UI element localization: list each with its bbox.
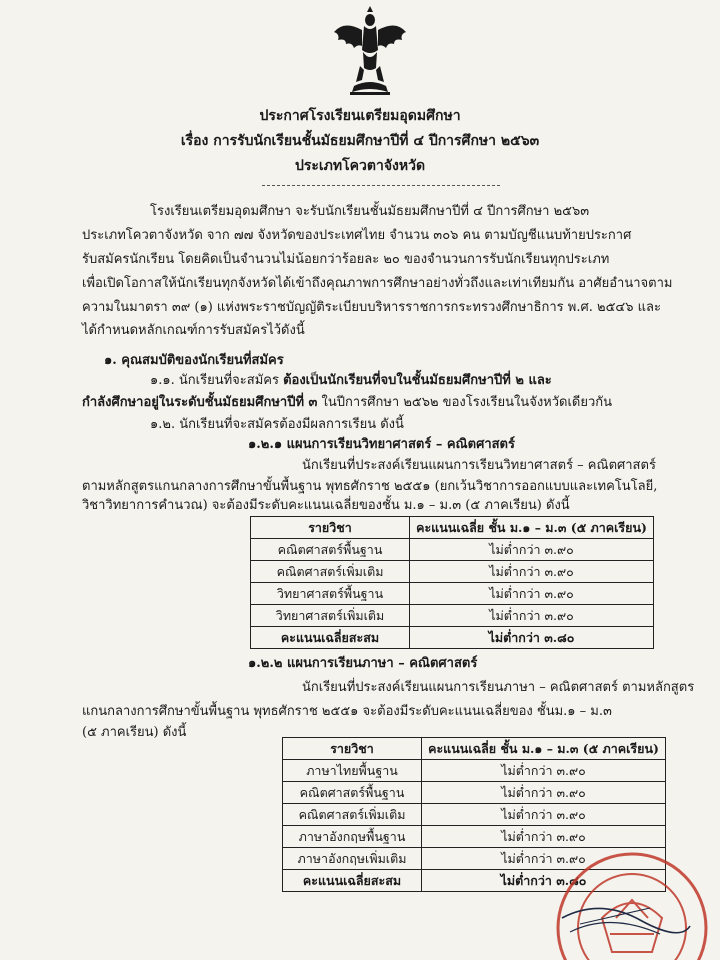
score-cell: ไม่ต่ำกว่า ๓.๙๐ [422, 782, 666, 804]
column-header-score: คะแนนเฉลี่ย ชั้น ม.๑ – ม.๓ (๕ ภาคเรียน) [422, 738, 666, 760]
table-total-row [251, 627, 654, 649]
plan-2-title: ๑.๒.๒ แผนการเรียนภาษา – คณิตศาสตร์ [248, 656, 478, 671]
score-cell: ไม่ต่ำกว่า ๓.๙๐ [410, 605, 654, 627]
total-subject-cell: คะแนนเฉลี่ยสะสม [283, 870, 422, 892]
subject-cell: ภาษาไทยพื้นฐาน [283, 760, 422, 782]
plan-1-desc: วิชาวิทยาการคำนวณ) จะต้องมีระดับคะแนนเฉลี่ยของชั้น ม.๑ – ม.๓ (๕ ภาคเรียน) ดังนี้ [82, 498, 570, 513]
score-cell: ไม่ต่ำกว่า ๓.๙๐ [410, 583, 654, 605]
score-cell: ไม่ต่ำกว่า ๓.๙๐ [410, 539, 654, 561]
table-row [251, 605, 654, 627]
plan-1-desc: ตามหลักสูตรแกนกลางการศึกษาขั้นพื้นฐาน พุทธศักราช ๒๕๕๑ (ยกเว้นวิชาการออกแบบและเทคโนโลยี, [82, 479, 658, 494]
plan-2-desc: นักเรียนที่ประสงค์เรียนแผนการเรียนภาษา – คณิตศาสตร์ ตามหลักสูตร [302, 680, 695, 695]
table-row [283, 782, 666, 804]
intro-line: ประเภทโควตาจังหวัด จาก ๗๗ จังหวัดของประเทศไทย จำนวน ๓๐๖ คน ตามบัญชีแนบท้ายประกาศ [82, 228, 632, 243]
section-1-title: ๑. คุณสมบัติของนักเรียนที่สมัคร [104, 353, 284, 368]
total-score-cell: ไม่ต่ำกว่า ๓.๘๐ [410, 627, 654, 649]
score-cell: ไม่ต่ำกว่า ๓.๙๐ [422, 826, 666, 848]
column-header-subject: รายวิชา [251, 517, 410, 539]
table-row [283, 804, 666, 826]
subject-cell: คณิตศาสตร์พื้นฐาน [283, 782, 422, 804]
item-1-1-bold: ต้องเป็นนักเรียนที่จบในชั้นมัธยมศึกษาปีที่ ๒ และ [283, 373, 552, 388]
item-1-1-line2-bold: กำลังศึกษาอยู่ในระดับชั้นมัธยมศึกษาปีที่ ๓ [82, 395, 318, 410]
total-subject-cell: คะแนนเฉลี่ยสะสม [251, 627, 410, 649]
intro-line: โรงเรียนเตรียมอุดมศึกษา จะรับนักเรียนชั้นมัธยมศึกษาปีที่ ๔ ปีการศึกษา ๒๕๖๓ [150, 204, 590, 219]
plan-2-desc: (๕ ภาคเรียน) ดังนี้ [82, 725, 187, 740]
score-cell: ไม่ต่ำกว่า ๓.๙๐ [422, 760, 666, 782]
item-1-1-line2-rest: ในปีการศึกษา ๒๕๖๒ ของโรงเรียนในจังหวัดเดียวกัน [317, 395, 613, 410]
table-row [251, 539, 654, 561]
plan-1-desc: นักเรียนที่ประสงค์เรียนแผนการเรียนวิทยาศาสตร์ – คณิตศาสตร์ [302, 458, 656, 473]
subject-cell: ภาษาอังกฤษพื้นฐาน [283, 826, 422, 848]
announcement-subject: เรื่อง การรับนักเรียนชั้นมัธยมศึกษาปีที่ ๔ ปีการศึกษา ๒๕๖๓ [180, 133, 540, 149]
subject-cell: ภาษาอังกฤษเพิ่มเติม [283, 848, 422, 870]
announcement-category: ประเภทโควตาจังหวัด [294, 158, 426, 174]
subject-cell: คณิตศาสตร์พื้นฐาน [251, 539, 410, 561]
subject-cell: วิทยาศาสตร์พื้นฐาน [251, 583, 410, 605]
column-header-subject: รายวิชา [283, 738, 422, 760]
table-header-row [283, 738, 666, 760]
column-header-score: คะแนนเฉลี่ย ชั้น ม.๑ – ม.๓ (๕ ภาคเรียน) [410, 517, 654, 539]
table-row [283, 826, 666, 848]
subject-cell: คณิตศาสตร์เพิ่มเติม [251, 561, 410, 583]
intro-line: ความในมาตรา ๓๙ (๑) แห่งพระราชบัญญัติระเบียบบริหารราชการกระทรวงศึกษาธิการ พ.ศ. ๒๕๔๖ และ [82, 300, 661, 315]
score-cell: ไม่ต่ำกว่า ๓.๙๐ [422, 848, 666, 870]
plan-1-table [250, 516, 654, 649]
subject-cell: วิทยาศาสตร์เพิ่มเติม [251, 605, 410, 627]
item-1-1-line2 [82, 394, 612, 412]
intro-line: รับสมัครนักเรียน โดยคิดเป็นจำนวนไม่น้อยกว่าร้อยละ ๒๐ ของจำนวนการรับนักเรียนทุกประเภท [82, 252, 610, 267]
item-1-1-prefix: ๑.๑. นักเรียนที่จะสมัคร [150, 373, 284, 388]
score-cell: ไม่ต่ำกว่า ๓.๙๐ [410, 561, 654, 583]
subject-cell: คณิตศาสตร์เพิ่มเติม [283, 804, 422, 826]
item-1-2: ๑.๒. นักเรียนที่จะสมัครต้องมีผลการเรียน ดังนี้ [150, 417, 404, 432]
plan-2-desc: แกนกลางการศึกษาขั้นพื้นฐาน พุทธศักราช ๒๕๕๑ จะต้องมีระดับคะแนนเฉลี่ยของ ชั้นม.๑ – ม.๓ [82, 704, 612, 719]
intro-line: ได้กำหนดหลักเกณฑ์การรับสมัครไว้ดังนี้ [82, 323, 305, 338]
intro-line: เพื่อเปิดโอกาสให้นักเรียนทุกจังหวัดได้เข้าถึงคุณภาพการศึกษาอย่างทั่วถึงและเท่าเทียมกัน อาศัยอำนาจตาม [82, 276, 673, 291]
table-header-row [251, 517, 654, 539]
score-cell: ไม่ต่ำกว่า ๓.๙๐ [422, 804, 666, 826]
table-row [251, 561, 654, 583]
plan-1-title: ๑.๒.๑ แผนการเรียนวิทยาศาสตร์ – คณิตศาสตร์ [248, 437, 515, 452]
garuda-emblem-icon [330, 6, 410, 98]
school-seal-stamp-icon [540, 848, 710, 960]
table-row [283, 760, 666, 782]
announcement-title: ประกาศโรงเรียนเตรียมอุดมศึกษา [259, 108, 461, 124]
separator-line [262, 185, 500, 186]
item-1-1 [150, 372, 552, 390]
table-row [251, 583, 654, 605]
total-score-cell: ไม่ต่ำกว่า ๓.๘๐ [422, 870, 666, 892]
